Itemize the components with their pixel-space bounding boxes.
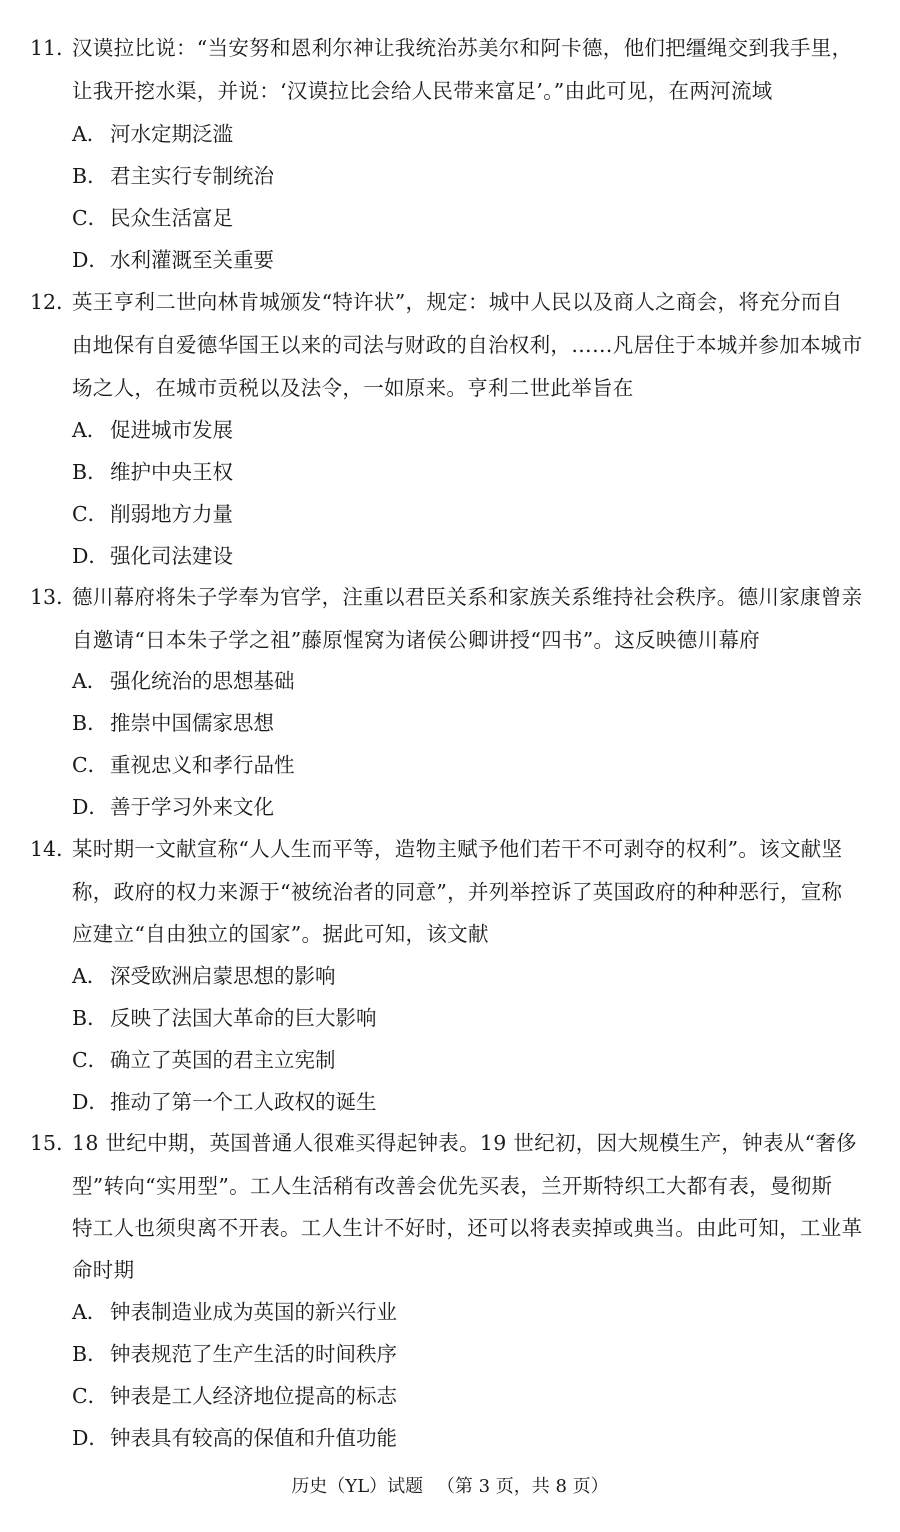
option-letter: B． (72, 1006, 108, 1030)
question-stem-line: 型”转向“实用型”。工人生活稍有改善会优先买表，兰开斯特织工大都有表，曼彻斯 (72, 1174, 833, 1198)
question-stem-line: 场之人，在城市贡税以及法令，一如原来。亨利二世此举旨在 (72, 376, 634, 400)
option-letter: D． (72, 795, 109, 819)
option-d (72, 1424, 397, 1452)
question-number: 11． (30, 36, 77, 60)
option-letter: D． (72, 248, 109, 272)
option-b (72, 709, 274, 737)
footer-page-number: （第 3 页，共 8 页） (436, 1476, 609, 1497)
option-a (72, 667, 295, 695)
question-stem-line: 由地保有自爱德华国王以来的司法与财政的自治权利，……凡居住于本城并参加本城市 (72, 333, 863, 357)
question-stem-line: 命时期 (72, 1258, 135, 1282)
option-d (72, 246, 274, 274)
page-footer (0, 1474, 900, 1500)
option-letter: B． (72, 711, 108, 735)
question-stem-line: 汉谟拉比说：“当安努和恩利尔神让我统治苏美尔和阿卡德，他们把缰绳交到我手里， (72, 36, 853, 60)
option-letter: C． (72, 1384, 109, 1408)
question-stem-line: 18 世纪中期，英国普通人很难买得起钟表。19 世纪初，因大规模生产，钟表从“奢侈 (72, 1131, 857, 1155)
option-text: 促进城市发展 (110, 418, 233, 442)
option-text: 推崇中国儒家思想 (110, 711, 274, 735)
option-text: 君主实行专制统治 (110, 164, 274, 188)
option-text: 民众生活富足 (110, 206, 233, 230)
question-number: 15． (30, 1131, 77, 1155)
option-letter: A． (72, 418, 108, 442)
option-text: 维护中央王权 (110, 460, 233, 484)
option-a (72, 1298, 397, 1326)
option-text: 反映了法国大革命的巨大影响 (110, 1006, 377, 1030)
option-text: 深受欧洲启蒙思想的影响 (110, 964, 336, 988)
footer-subject: 历史（YL）试题 (291, 1476, 424, 1497)
option-d (72, 542, 233, 570)
option-b (72, 1004, 377, 1032)
option-b (72, 1340, 397, 1368)
option-letter: B． (72, 1342, 108, 1366)
option-c (72, 751, 295, 779)
option-letter: B． (72, 164, 108, 188)
option-a (72, 962, 336, 990)
option-text: 确立了英国的君主立宪制 (110, 1048, 336, 1072)
option-text: 推动了第一个工人政权的诞生 (110, 1090, 377, 1114)
option-a (72, 120, 233, 148)
option-letter: D． (72, 1426, 109, 1450)
question-number: 14． (30, 837, 77, 861)
question-number: 12． (30, 290, 77, 314)
option-c (72, 1046, 336, 1074)
option-b (72, 162, 274, 190)
question-stem-line: 让我开挖水渠，并说：‘汉谟拉比会给人民带来富足’。”由此可见，在两河流域 (72, 79, 773, 103)
option-text: 强化统治的思想基础 (110, 669, 295, 693)
option-letter: A． (72, 1300, 108, 1324)
option-letter: A． (72, 669, 108, 693)
option-text: 强化司法建设 (110, 544, 233, 568)
option-text: 河水定期泛滥 (110, 122, 233, 146)
option-letter: C． (72, 206, 109, 230)
option-letter: C． (72, 1048, 109, 1072)
option-letter: D． (72, 544, 109, 568)
option-letter: D． (72, 1090, 109, 1114)
option-c (72, 1382, 397, 1410)
option-text: 重视忠义和孝行品性 (110, 753, 295, 777)
question-stem-line: 特工人也须臾离不开表。工人生计不好时，还可以将表卖掉或典当。由此可知，工业革 (72, 1216, 863, 1240)
question-stem-line: 自邀请“日本朱子学之祖”藤原惺窝为诸侯公卿讲授“四书”。这反映德川幕府 (72, 628, 760, 652)
option-d (72, 793, 274, 821)
question-stem-line: 德川幕府将朱子学奉为官学，注重以君臣关系和家族关系维持社会秩序。德川家康曾亲 (72, 585, 863, 609)
option-text: 钟表是工人经济地位提高的标志 (110, 1384, 397, 1408)
option-letter: A． (72, 964, 108, 988)
question-stem-line: 称，政府的权力来源于“被统治者的同意”，并列举控诉了英国政府的种种恶行，宣称 (72, 880, 843, 904)
option-letter: C． (72, 753, 109, 777)
option-a (72, 416, 233, 444)
question-stem-line: 英王亨利二世向林肯城颁发“特许状”，规定：城中人民以及商人之商会，将充分而自 (72, 290, 843, 314)
option-letter: B． (72, 460, 108, 484)
option-letter: C． (72, 502, 109, 526)
option-text: 水利灌溉至关重要 (110, 248, 274, 272)
option-text: 钟表具有较高的保值和升值功能 (110, 1426, 397, 1450)
question-stem-line: 某时期一文献宣称“人人生而平等，造物主赋予他们若干不可剥夺的权利”。该文献坚 (72, 837, 843, 861)
option-text: 削弱地方力量 (110, 502, 233, 526)
option-d (72, 1088, 377, 1116)
question-number: 13． (30, 585, 77, 609)
option-text: 钟表规范了生产生活的时间秩序 (110, 1342, 397, 1366)
option-c (72, 500, 233, 528)
option-text: 善于学习外来文化 (110, 795, 274, 819)
option-b (72, 458, 233, 486)
option-letter: A． (72, 122, 108, 146)
question-stem-line: 应建立“自由独立的国家”。据此可知，该文献 (72, 922, 489, 946)
option-text: 钟表制造业成为英国的新兴行业 (110, 1300, 397, 1324)
option-c (72, 204, 233, 232)
